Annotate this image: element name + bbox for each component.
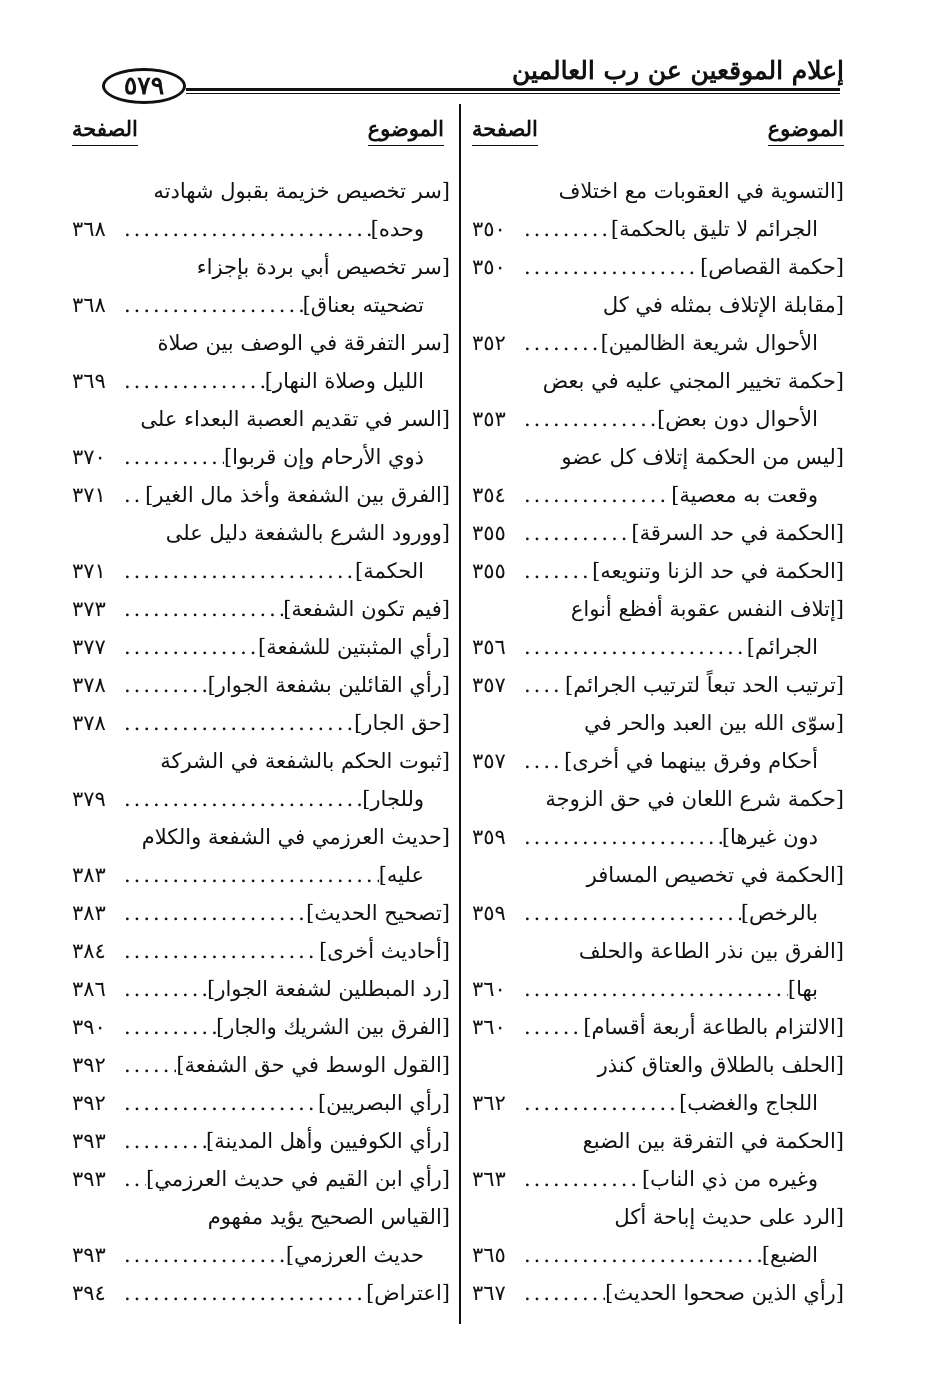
index-entry-page: ٣٦٣: [472, 1167, 506, 1191]
index-entry-text: الليل وصلاة النهار]: [264, 369, 424, 393]
index-line: [72, 434, 450, 472]
left-topic-heading: الموضوع: [368, 116, 444, 146]
index-entry-page: ٣٦٨: [72, 217, 106, 241]
leader-dots: [118, 480, 145, 510]
leader-dots: [118, 1088, 318, 1118]
header-rule-thin: [186, 93, 840, 94]
leader-dots: [118, 936, 319, 966]
leader-dots: [118, 974, 207, 1004]
index-line: [472, 852, 844, 890]
index-entry-text: [ثبوت الحكم بالشفعة في الشركة: [160, 749, 450, 773]
index-line: [472, 1042, 844, 1080]
index-entry-page: ٣٦٩: [72, 369, 106, 393]
index-entry-page: ٣٩٣: [72, 1129, 106, 1153]
index-entry-text: [رأي ابن القيم في حديث العرزمي]: [146, 1167, 450, 1191]
index-entry-text: [رأي القائلين بشفعة الجوار]: [207, 673, 450, 697]
leader-dots: [118, 708, 354, 738]
book-title: إعلام الموقعين عن رب العالمين: [511, 56, 844, 85]
index-entry-text: [الفرق بين الشفعة وأخذ مال الغير]: [145, 483, 450, 507]
index-entry-page: ٣٨٦: [72, 977, 106, 1001]
index-line: [472, 738, 844, 776]
index-entry-text: [الفرق بين نذر الطاعة والحلف: [578, 939, 844, 963]
index-line: [472, 510, 844, 548]
index-entry-text: [إتلاف النفس عقوبة أفظع أنواع: [570, 597, 844, 621]
index-entry-text: تضحيته بعناق]: [302, 293, 424, 317]
index-entry-page: ٣٧٨: [72, 711, 106, 735]
index-entry-page: ٣٦٠: [472, 977, 506, 1001]
index-entry-text: الأحوال شريعة الظالمين]: [600, 331, 818, 355]
index-line: [72, 1194, 450, 1232]
index-entry-page: ٣٥٥: [472, 559, 506, 583]
index-line: [72, 1118, 450, 1156]
leader-dots: [118, 1012, 216, 1042]
index-entry-text: [سر تخصيص أبي بردة بإجزاء: [196, 255, 450, 279]
index-entry-text: الحكمة]: [355, 559, 424, 583]
index-line: [472, 624, 844, 662]
index-line: [72, 966, 450, 1004]
index-line: [472, 396, 844, 434]
index-entry-text: دون غيرها]: [721, 825, 818, 849]
index-entry-page: ٣٦٠: [472, 1015, 506, 1039]
index-line: [472, 1080, 844, 1118]
index-line: [72, 1004, 450, 1042]
index-entry-text: [أحاديث أخرى]: [319, 939, 450, 963]
leader-dots: [518, 328, 601, 358]
index-entry-text: [التسوية في العقوبات مع اختلاف: [558, 179, 844, 203]
index-entry-text: [الحكمة في تخصيص المسافر: [586, 863, 844, 887]
leader-dots: [518, 1164, 642, 1194]
index-entry-page: ٣٥٧: [472, 673, 506, 697]
index-line: [72, 814, 450, 852]
index-entry-text: [القول الوسط في حق الشفعة]: [176, 1053, 450, 1077]
index-line: [72, 1042, 450, 1080]
index-line: [72, 1232, 450, 1270]
index-entry-text: بها]: [787, 977, 818, 1001]
index-entry-text: اللجاج والغضب]: [679, 1091, 818, 1115]
index-line: [472, 282, 844, 320]
index-line: [72, 890, 450, 928]
index-entry-text: ذوي الأرحام وإن قربوا]: [223, 445, 424, 469]
index-entry-page: ٣٥٠: [472, 255, 506, 279]
index-entry-text: [الالتزام بالطاعة أربعة أقسام]: [583, 1015, 844, 1039]
index-entry-text: [الحكمة في حد السرقة]: [631, 521, 844, 545]
column-divider: [459, 104, 461, 1324]
index-entry-text: الجرائم لا تليق بالحكمة]: [610, 217, 818, 241]
leader-dots: [118, 366, 265, 396]
index-entry-text: [الحلف بالطلاق والعتاق كنذر: [597, 1053, 844, 1077]
index-line: [472, 434, 844, 472]
index-entry-page: ٣٧٣: [72, 597, 106, 621]
index-line: [72, 548, 450, 586]
index-entry-text: [حكمة شرع اللعان في حق الزوجة: [545, 787, 844, 811]
index-entry-text: بالرخص]: [740, 901, 818, 925]
index-entry-page: ٣٥٣: [472, 407, 506, 431]
index-entry-text: [رأي الذين صححوا الحديث]: [605, 1281, 844, 1305]
index-line: [72, 396, 450, 434]
leader-dots: [118, 1164, 146, 1194]
index-entry-text: [ليس من الحكمة إتلاف كل عضو: [561, 445, 844, 469]
leader-dots: [518, 556, 592, 586]
index-entry-page: ٣٧٩: [72, 787, 106, 811]
index-line: [472, 814, 844, 852]
index-entry-text: [سر التفرقة في الوصف بين صلاة: [157, 331, 450, 355]
index-entry-page: ٣٥٥: [472, 521, 506, 545]
index-entry-text: [ترتيب الحد تبعاً لترتيب الجرائم]: [565, 673, 844, 697]
index-entry-page: ٣٥٦: [472, 635, 506, 659]
leader-dots: [118, 594, 283, 624]
index-line: [72, 586, 450, 624]
index-entry-text: [حكمة تخيير المجني عليه في بعض: [542, 369, 844, 393]
index-entry-page: ٣٥٠: [472, 217, 506, 241]
index-entry-page: ٣٨٣: [72, 901, 106, 925]
index-entry-page: ٣٥٩: [472, 825, 506, 849]
index-entry-page: ٣٦٧: [472, 1281, 506, 1305]
index-entry-text: [تصحيح الحديث]: [306, 901, 450, 925]
leader-dots: [518, 632, 747, 662]
index-line: [72, 624, 450, 662]
index-line: [472, 928, 844, 966]
index-entry-text: حديث العرزمي]: [285, 1243, 424, 1267]
page-number: ٥٧٩: [102, 68, 186, 104]
index-line: [472, 168, 844, 206]
index-entry-text: أحكام وفرق بينهما في أخرى]: [564, 749, 818, 773]
leader-dots: [518, 480, 671, 510]
index-line: [472, 890, 844, 928]
index-line: [472, 586, 844, 624]
index-entry-page: ٣٦٥: [472, 1243, 506, 1267]
index-entry-page: ٣٦٨: [72, 293, 106, 317]
index-entry-page: ٣٥٧: [472, 749, 506, 773]
index-line: [72, 472, 450, 510]
leader-dots: [518, 1088, 679, 1118]
index-line: [72, 662, 450, 700]
index-entry-text: عليه]: [378, 863, 424, 887]
left-column: [72, 168, 450, 1308]
index-entry-page: ٣٩٣: [72, 1167, 106, 1191]
index-entry-page: ٣٦٢: [472, 1091, 506, 1115]
index-entry-text: وغيره من ذي الناب]: [641, 1167, 818, 1191]
leader-dots: [118, 442, 224, 472]
index-line: [472, 1004, 844, 1042]
leader-dots: [118, 898, 306, 928]
index-entry-text: [الفرق بين الشريك والجار]: [216, 1015, 450, 1039]
leader-dots: [118, 556, 355, 586]
index-line: [72, 320, 450, 358]
index-line: [472, 662, 844, 700]
index-entry-text: [حكمة القصاص]: [700, 255, 844, 279]
index-line: [72, 700, 450, 738]
left-page-heading: الصفحة: [72, 116, 138, 146]
index-entry-text: الضبع]: [761, 1243, 818, 1267]
index-line: [72, 168, 450, 206]
right-column: [472, 168, 844, 1308]
leader-dots: [518, 518, 631, 548]
index-entry-page: ٣٩٣: [72, 1243, 106, 1267]
index-entry-text: وقعت به معصية]: [671, 483, 818, 507]
index-entry-text: [فيم تكون الشفعة]: [283, 597, 450, 621]
index-line: [472, 776, 844, 814]
index-line: [472, 358, 844, 396]
index-entry-text: [رد المبطلين لشفعة الجوار]: [207, 977, 450, 1001]
leader-dots: [118, 632, 258, 662]
index-entry-text: [رأي الكوفيين وأهل المدينة]: [206, 1129, 450, 1153]
index-line: [472, 1270, 844, 1308]
leader-dots: [518, 746, 564, 776]
index-entry-text: [الحكمة في التفرقة بين الضبع: [582, 1129, 844, 1153]
index-line: [72, 358, 450, 396]
leader-dots: [518, 822, 722, 852]
index-entry-text: [اعتراض]: [366, 1281, 450, 1305]
index-entry-page: ٣٥٤: [472, 483, 506, 507]
leader-dots: [118, 1126, 206, 1156]
index-line: [472, 1118, 844, 1156]
index-line: [472, 700, 844, 738]
leader-dots: [118, 670, 208, 700]
index-line: [72, 1270, 450, 1308]
leader-dots: [118, 860, 379, 890]
index-entry-page: ٣٥٢: [472, 331, 506, 355]
index-entry-text: [الرد على حديث إباحة أكل: [614, 1205, 844, 1229]
index-line: [72, 206, 450, 244]
index-entry-page: ٣٩٢: [72, 1091, 106, 1115]
index-line: [472, 1232, 844, 1270]
index-line: [72, 852, 450, 890]
index-entry-text: [رأي المثبتين للشفعة]: [258, 635, 450, 659]
index-entry-text: [سر تخصيص خزيمة بقبول شهادته: [153, 179, 450, 203]
leader-dots: [118, 1278, 366, 1308]
index-entry-text: الأحوال دون بعض]: [657, 407, 818, 431]
right-page-heading: الصفحة: [472, 116, 538, 146]
index-entry-text: [حديث العرزمي في الشفعة والكلام: [141, 825, 450, 849]
leader-dots: [118, 1050, 176, 1080]
index-entry-page: ٣٨٤: [72, 939, 106, 963]
right-topic-heading: الموضوع: [768, 116, 844, 146]
index-entry-page: ٣٥٩: [472, 901, 506, 925]
index-line: [72, 244, 450, 282]
index-line: [72, 1080, 450, 1118]
index-line: [72, 510, 450, 548]
index-entry-text: وللجار]: [362, 787, 424, 811]
leader-dots: [118, 1240, 286, 1270]
index-line: [72, 776, 450, 814]
header-rule: [186, 88, 840, 91]
index-line: [472, 244, 844, 282]
leader-dots: [118, 290, 303, 320]
index-entry-page: ٣٩٤: [72, 1281, 106, 1305]
leader-dots: [518, 1240, 762, 1270]
index-entry-text: [سوّى الله بين العبد والحر في: [584, 711, 844, 735]
index-entry-text: [السر في تقديم العصبة البعداء على: [140, 407, 450, 431]
index-entry-text: [رأي البصريين]: [317, 1091, 450, 1115]
index-line: [472, 1194, 844, 1232]
index-entry-text: وحده]: [370, 217, 424, 241]
leader-dots: [518, 898, 741, 928]
leader-dots: [118, 214, 371, 244]
leader-dots: [518, 670, 565, 700]
index-entry-page: ٣٧٨: [72, 673, 106, 697]
index-line: [472, 472, 844, 510]
index-entry-text: الجرائم]: [746, 635, 818, 659]
index-entry-text: [القياس الصحيح يؤيد مفهوم: [207, 1205, 450, 1229]
index-line: [472, 206, 844, 244]
index-entry-text: [حق الجار]: [354, 711, 450, 735]
index-line: [472, 1156, 844, 1194]
index-entry-text: [الحكمة في حد الزنا وتنويعه]: [592, 559, 844, 583]
leader-dots: [518, 404, 657, 434]
index-line: [472, 966, 844, 1004]
index-line: [72, 738, 450, 776]
leader-dots: [518, 214, 611, 244]
index-entry-page: ٣٩٠: [72, 1015, 106, 1039]
index-entry-page: ٣٧٧: [72, 635, 106, 659]
index-line: [72, 1156, 450, 1194]
leader-dots: [518, 1278, 605, 1308]
index-entry-page: ٣٧١: [72, 483, 106, 507]
index-entry-page: ٣٨٣: [72, 863, 106, 887]
index-entry-page: ٣٧٠: [72, 445, 106, 469]
index-line: [72, 282, 450, 320]
leader-dots: [518, 1012, 583, 1042]
index-entry-page: ٣٧١: [72, 559, 106, 583]
leader-dots: [518, 252, 700, 282]
index-entry-page: ٣٩٢: [72, 1053, 106, 1077]
index-entry-text: [وورود الشرع بالشفعة دليل على: [165, 521, 450, 545]
index-line: [472, 548, 844, 586]
index-line: [472, 320, 844, 358]
index-line: [72, 928, 450, 966]
leader-dots: [518, 974, 788, 1004]
leader-dots: [118, 784, 362, 814]
index-entry-text: [مقابلة الإتلاف بمثله في كل: [602, 293, 844, 317]
